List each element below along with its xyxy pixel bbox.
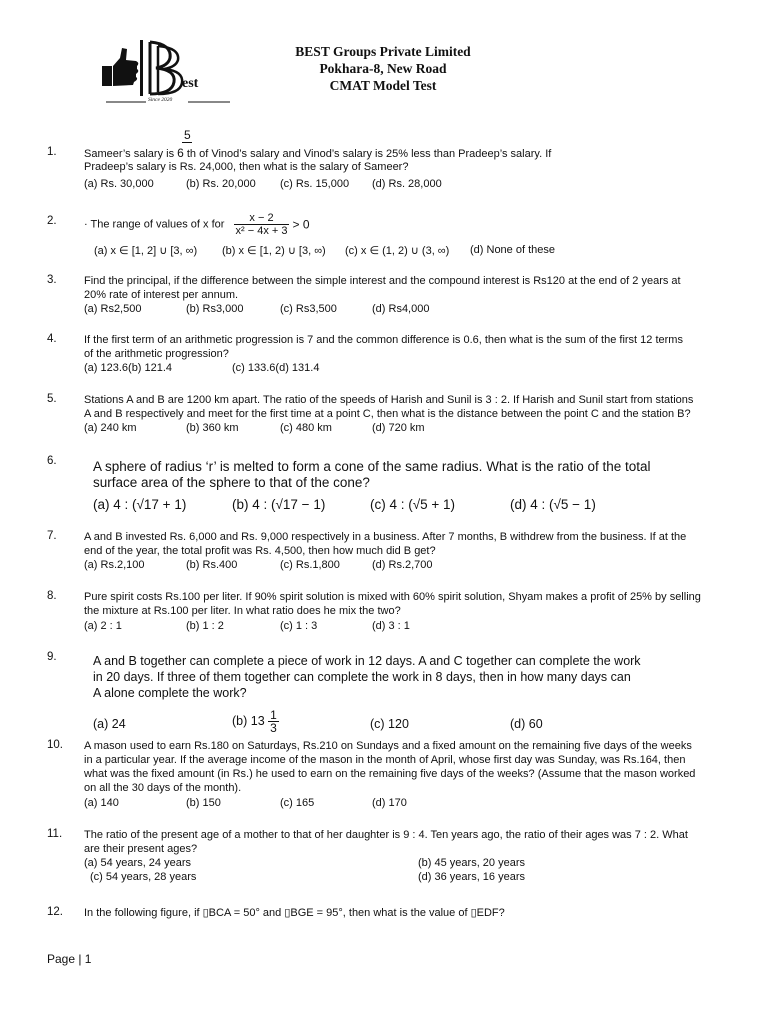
- option-b[interactable]: (b) Rs.400: [186, 559, 238, 571]
- option-b[interactable]: (b) 150: [186, 797, 221, 809]
- question-text: the mixture at Rs.100 per liter. In what ratio does he mix the two?: [84, 605, 401, 617]
- option-c[interactable]: (c) Rs3,500: [280, 303, 337, 315]
- option-a[interactable]: (a) 54 years, 24 years: [84, 857, 191, 869]
- question-text: [84, 212, 310, 237]
- question-text-pre: Sameer’s salary is: [84, 148, 178, 160]
- question-number: 3.: [47, 274, 57, 286]
- option-d[interactable]: (d) 36 years, 16 years: [418, 871, 525, 883]
- question-text: what was the fixed amount (in Rs.) he used to earn on the remaining five days of the weeks? (Assume that the mason worked: [84, 768, 696, 780]
- option-b[interactable]: (b) Rs3,000: [186, 303, 244, 315]
- option-d[interactable]: (d) Rs.2,700: [372, 559, 433, 571]
- question-text-post: th of Vinod’s salary and Vinod’s salary is 25% less than Pradeep’s salary. If: [183, 148, 552, 160]
- question-text: A mason used to earn Rs.180 on Saturdays, Rs.210 on Sundays and a fixed amount on the remaining five days of the weeks: [84, 740, 692, 752]
- option-c[interactable]: (c) Rs. 15,000: [280, 178, 350, 190]
- fraction-denominator: 3: [270, 721, 277, 735]
- option-a[interactable]: (a) Rs2,500: [84, 303, 142, 315]
- option-d[interactable]: (d) 4 : (√5 − 1): [510, 497, 596, 512]
- option-b[interactable]: (b) 4 : (√17 − 1): [232, 497, 326, 512]
- question-text: A and B invested Rs. 6,000 and Rs. 9,000 respectively in a business. After 7 months, B withdrew from the business. If at the: [84, 531, 687, 543]
- question-number: 12.: [47, 906, 63, 918]
- option-a[interactable]: (a) 24: [93, 717, 126, 731]
- question-text-post: > 0: [292, 217, 310, 232]
- option-a[interactable]: (a) Rs. 30,000: [84, 178, 154, 190]
- option-a[interactable]: (a) Rs.2,100: [84, 559, 145, 571]
- question-text: A sphere of radius ‘r’ is melted to form a cone of the same radius. What is the ratio of the total: [93, 459, 651, 474]
- question-text: are their present ages?: [84, 843, 198, 855]
- question-text: A alone complete the work?: [93, 686, 247, 700]
- question-number: 8.: [47, 590, 57, 602]
- page-number: Page | 1: [47, 952, 92, 966]
- option-d[interactable]: (d) 170: [372, 797, 407, 809]
- question-number: 6.: [47, 455, 57, 467]
- question-text: If the first term of an arithmetic progression is 7 and the common difference is 0.6, then what is the sum of the first 12 terms: [84, 334, 683, 346]
- option-a[interactable]: (a) 240 km: [84, 422, 137, 434]
- question-text: Find the principal, if the difference between the simple interest and the compound interest is Rs120 at the end of 2 years at: [84, 275, 681, 287]
- logo: [96, 36, 236, 108]
- option-c[interactable]: (c) 1 : 3: [280, 620, 318, 632]
- question-text: 20% rate of interest per annum.: [84, 289, 239, 301]
- question-text: Pradeep’s salary is Rs. 24,000, then what is the salary of Sameer?: [84, 161, 409, 173]
- option-b[interactable]: (b) 1 : 2: [186, 620, 224, 632]
- fraction-numerator: 5: [184, 128, 191, 142]
- question-number: 1.: [47, 146, 57, 158]
- question-text: end of the year, the total profit was Rs. 4,500, then how much did B get?: [84, 545, 436, 557]
- logo-since: Since 2020: [148, 97, 173, 103]
- option-b-label: (b) 13: [232, 713, 265, 728]
- question-text: A and B respectively and meet for the first time at a point C, then what is the distance between the point C and the station B?: [84, 408, 691, 420]
- fraction-denominator: x² − 4x + 3: [235, 225, 288, 237]
- question-text: in a particular year. If the average income of the mason in the month of April, whose first day was Sunday, was Rs.164, then: [84, 754, 686, 766]
- company-name: BEST Groups Private Limited: [295, 44, 471, 59]
- option-d[interactable]: (d) 60: [510, 717, 543, 731]
- question-number: 7.: [47, 530, 57, 542]
- question-number: 10.: [47, 739, 63, 751]
- option-c[interactable]: (c) Rs.1,800: [280, 559, 340, 571]
- fraction-denominator: 6: [177, 146, 184, 160]
- option-c[interactable]: (c) 480 km: [280, 422, 332, 434]
- option-c[interactable]: (c) 165: [280, 797, 315, 809]
- option-a[interactable]: (a) x ∈ [1, 2] ∪ [3, ∞): [94, 245, 198, 257]
- option-b[interactable]: [232, 709, 279, 734]
- question-number: 2.: [47, 215, 57, 227]
- option-c[interactable]: (c) 120: [370, 717, 409, 731]
- question-text: Stations A and B are 1200 km apart. The ratio of the speeds of Harish and Sunil is 3 : 2. If Harish and Sunil start from stations: [84, 394, 694, 406]
- fraction: [234, 212, 290, 237]
- option-d[interactable]: (d) 3 : 1: [372, 620, 410, 632]
- question-text: A and B together can complete a piece of work in 12 days. A and C together can complete the work: [93, 654, 641, 668]
- fraction: [268, 709, 279, 734]
- fraction-bar: [182, 142, 192, 143]
- question-text: in 20 days. If three of them together can complete the work in 8 days, then in how many days can: [93, 670, 631, 684]
- question-text: The ratio of the present age of a mother to that of her daughter is 9 : 4. Ten years ago, the ratio of their ages was 7 : 2. What: [84, 829, 688, 841]
- option-b[interactable]: (b) 45 years, 20 years: [418, 857, 525, 869]
- question-text: Pure spirit costs Rs.100 per liter. If 90% spirit solution is mixed with 60% spirit solution, Shyam makes a profit of 25% by selling: [84, 591, 701, 603]
- option-ab[interactable]: (a) 123.6(b) 121.4: [84, 362, 173, 374]
- option-c[interactable]: (c) x ∈ (1, 2) ∪ (3, ∞): [345, 245, 450, 257]
- option-a[interactable]: (a) 4 : (√17 + 1): [93, 497, 187, 512]
- option-cd[interactable]: (c) 133.6(d) 131.4: [232, 362, 320, 374]
- question-number: 4.: [47, 333, 57, 345]
- fraction-numerator: x − 2: [234, 212, 290, 225]
- option-b[interactable]: (b) Rs. 20,000: [186, 178, 256, 190]
- option-d[interactable]: (d) None of these: [470, 244, 555, 256]
- question-text: on all the 30 days of the month).: [84, 782, 242, 794]
- test-title: CMAT Model Test: [329, 78, 437, 93]
- option-d[interactable]: (d) Rs4,000: [372, 303, 430, 315]
- option-a[interactable]: (a) 140: [84, 797, 119, 809]
- question-text: of the arithmetic progression?: [84, 348, 229, 360]
- question-number: 11.: [47, 828, 63, 840]
- fraction-numerator: 1: [270, 708, 277, 722]
- option-d[interactable]: (d) Rs. 28,000: [372, 178, 442, 190]
- question-number: 5.: [47, 393, 57, 405]
- company-address: Pokhara-8, New Road: [319, 61, 447, 76]
- option-d[interactable]: (d) 720 km: [372, 422, 425, 434]
- option-c[interactable]: (c) 4 : (√5 + 1): [370, 497, 456, 512]
- question-number: 9.: [47, 651, 57, 663]
- option-c[interactable]: (c) 54 years, 28 years: [90, 871, 197, 883]
- logo-text: est: [182, 76, 199, 91]
- question-text: In the following figure, if ▯BCA = 50° and ▯BGE = 95°, then what is the value of ▯EDF?: [84, 907, 505, 919]
- question-text: surface area of the sphere to that of the cone?: [93, 475, 370, 490]
- option-b[interactable]: (b) 360 km: [186, 422, 239, 434]
- option-a[interactable]: (a) 2 : 1: [84, 620, 122, 632]
- option-b[interactable]: (b) x ∈ [1, 2) ∪ [3, ∞): [222, 245, 326, 257]
- question-text-pre: · The range of values of x for: [84, 218, 225, 231]
